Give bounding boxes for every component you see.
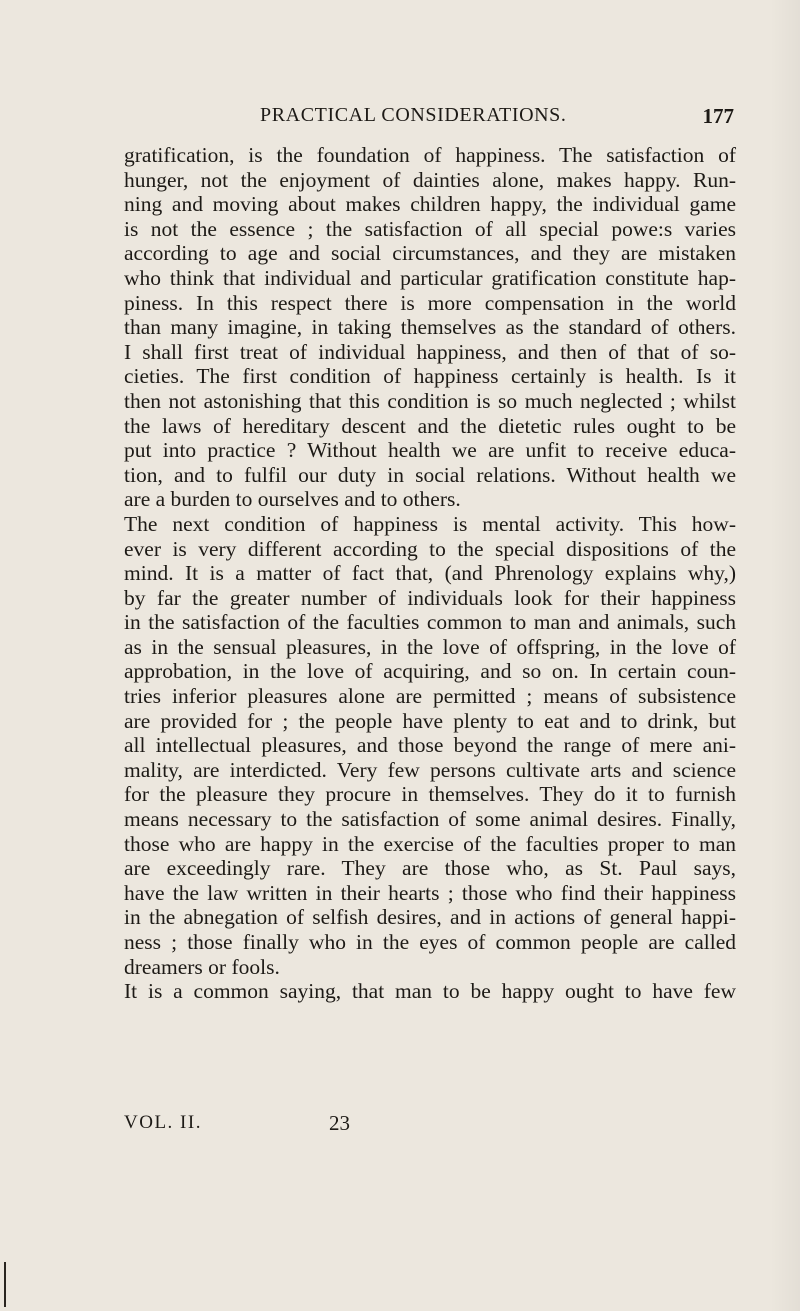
running-head-title: PRACTICAL CONSIDERATIONS. [260, 104, 567, 126]
text-line: are a burden to ourselves and to others. [124, 487, 461, 512]
text-line: piness. In this respect there is more compensation in the world [124, 290, 736, 315]
text-line: than many imagine, in taking themselves as the standard of others. [124, 315, 736, 340]
text-line: those who are happy in the exercise of the faculties proper to man [124, 831, 736, 856]
text-line: then not astonishing that this condition is so much neglected ; whilst [124, 388, 736, 413]
text-line: put into practice ? Without health we are unfit to receive educa- [124, 438, 736, 463]
volume-mark: VOL. II. [124, 1112, 202, 1133]
text-line: mality, are interdicted. Very few persons cultivate arts and science [124, 757, 736, 782]
text-line: gratification, is the foundation of happiness. The satisfaction of [124, 143, 736, 167]
text-line: cieties. The first condition of happiness certainly is health. Is it [124, 364, 736, 389]
text-line: means necessary to the satisfaction of some animal desires. Finally, [124, 807, 736, 832]
text-line: hunger, not the enjoyment of dainties alone, makes happy. Run- [124, 167, 736, 192]
page-number: 177 [702, 104, 734, 128]
text-line: I shall first treat of individual happiness, and then of that of so- [124, 339, 736, 364]
text-line: who think that individual and particular gratification constitute hap- [124, 265, 736, 290]
text-line: have the law written in their hearts ; those who find their happiness [124, 880, 736, 905]
text-line: according to age and social circumstances, and they are mistaken [124, 241, 736, 266]
signature-number: 23 [329, 1111, 350, 1135]
text-line: tries inferior pleasures alone are permitted ; means of subsistence [124, 684, 736, 709]
text-line: ever is very different according to the special dispositions of the [124, 536, 736, 561]
text-line: The next condition of happiness is mental activity. This how- [124, 511, 736, 536]
text-line: is not the essence ; the satisfaction of all special powe:s varies [124, 216, 736, 241]
text-line: dreamers or fools. [124, 954, 280, 979]
text-line: approbation, in the love of acquiring, and so on. In certain coun- [124, 659, 736, 684]
text-line: It is a common saying, that man to be happy ought to have few [124, 979, 736, 1004]
text-line: mind. It is a matter of fact that, (and Phrenology explains why,) [124, 561, 736, 586]
text-line: are provided for ; the people have plenty to eat and to drink, but [124, 708, 736, 733]
text-line: are exceedingly rare. They are those who, as St. Paul says, [124, 856, 736, 881]
text-line: all intellectual pleasures, and those beyond the range of mere ani- [124, 733, 736, 758]
text-line: in the abnegation of selfish desires, and in actions of general happi- [124, 905, 736, 930]
text-line: as in the sensual pleasures, in the love of offspring, in the love of [124, 634, 736, 659]
text-line: in the satisfaction of the faculties common to man and animals, such [124, 610, 736, 635]
body-text [124, 143, 736, 1004]
page-edge-shadow [770, 0, 800, 1311]
running-head [120, 104, 740, 134]
text-line: ning and moving about makes children happy, the individual game [124, 192, 736, 217]
text-line: tion, and to fulfil our duty in social relations. Without health we [124, 462, 736, 487]
text-line: ness ; those finally who in the eyes of common people are called [124, 930, 736, 954]
text-line: the laws of hereditary descent and the dietetic rules ought to be [124, 413, 736, 438]
text-line: by far the greater number of individuals look for their happiness [124, 585, 736, 610]
margin-rule [4, 1262, 6, 1307]
signature-line [124, 1112, 736, 1138]
text-line: for the pleasure they procure in themselves. They do it to furnish [124, 782, 736, 807]
